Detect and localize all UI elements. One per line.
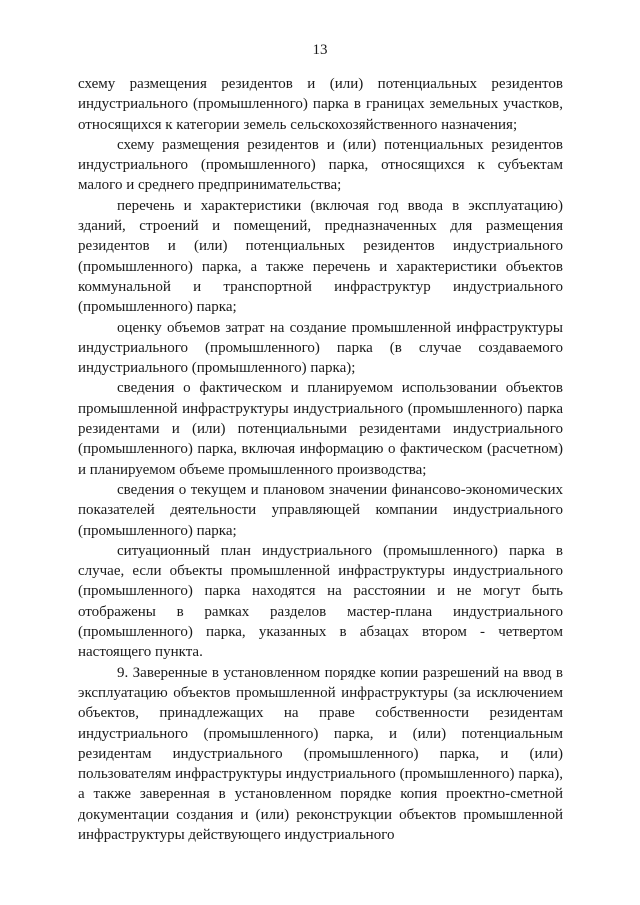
paragraph-placement-scheme-agricultural: схему размещения резидентов и (или) потенциальных резидентов индустриального (промышленного) парка в границах земельных участков, относящихся к категории земель сельскохозяйственного назначения; (78, 76, 563, 133)
paragraph-financial-indicators: сведения о текущем и плановом значении финансово-экономических показателей деятельности управляющей компании индустриального (промышленного) парка; (78, 481, 563, 539)
paragraph-infrastructure-usage: сведения о фактическом и планируемом использовании объектов промышленной инфраструктуры индустриального (промышленного) парка резидентами и (или) потенциальными резидентами индустриального (промышленного) парка, включая информацию о фактическом (расчетном) и планируемом объеме промышленного производства; (78, 380, 563, 478)
page-number: 13 (312, 42, 328, 58)
paragraph-item-9: 9. Заверенные в установленном порядке копии разрешений на ввод в эксплуатацию объектов промышленной инфраструктуры (за исключением объектов, принадлежащих на праве собственности резидентам индустриального (промышленного) парка, и (или) потенциальным резидентам индустриального (промышленного) парка, и (или) пользователям инфраструктуры индустриального (промышленного) парка), а также заверенная в установленном порядке копия проектно-сметной документации создания и (или) реконструкции объектов промышленной инфраструктуры действующего индустриального (78, 664, 563, 843)
paragraph-placement-scheme-sme: схему размещения резидентов и (или) потенциальных резидентов индустриального (промышленного) парка, относящихся к субъектам малого и среднего предпринимательства; (78, 136, 563, 194)
paragraph-cost-estimate: оценку объемов затрат на создание промышленной инфраструктуры индустриального (промышленного) парка (в случае создаваемого индустриального (промышленного) парка); (78, 319, 563, 377)
paragraph-situational-plan: ситуационный план индустриального (промышленного) парка в случае, если объекты промышленной инфраструктуры индустриального (промышленного) парка находятся на расстоянии и не могут быть отображены в рамках разделов мастер-плана индустриального (промышленного) парка, указанных в абзацах втором - четвертом настоящего пункта. (78, 542, 563, 661)
document-body (78, 74, 563, 845)
paragraph-buildings-list: перечень и характеристики (включая год ввода в эксплуатацию) зданий, строений и помещений, предназначенных для размещения резидентов и (или) потенциальных резидентов индустриального (промышленного) парка, а также перечень и характеристики объектов коммунальной и транспортной инфраструктур индустриального (промышленного) парка; (78, 197, 563, 316)
